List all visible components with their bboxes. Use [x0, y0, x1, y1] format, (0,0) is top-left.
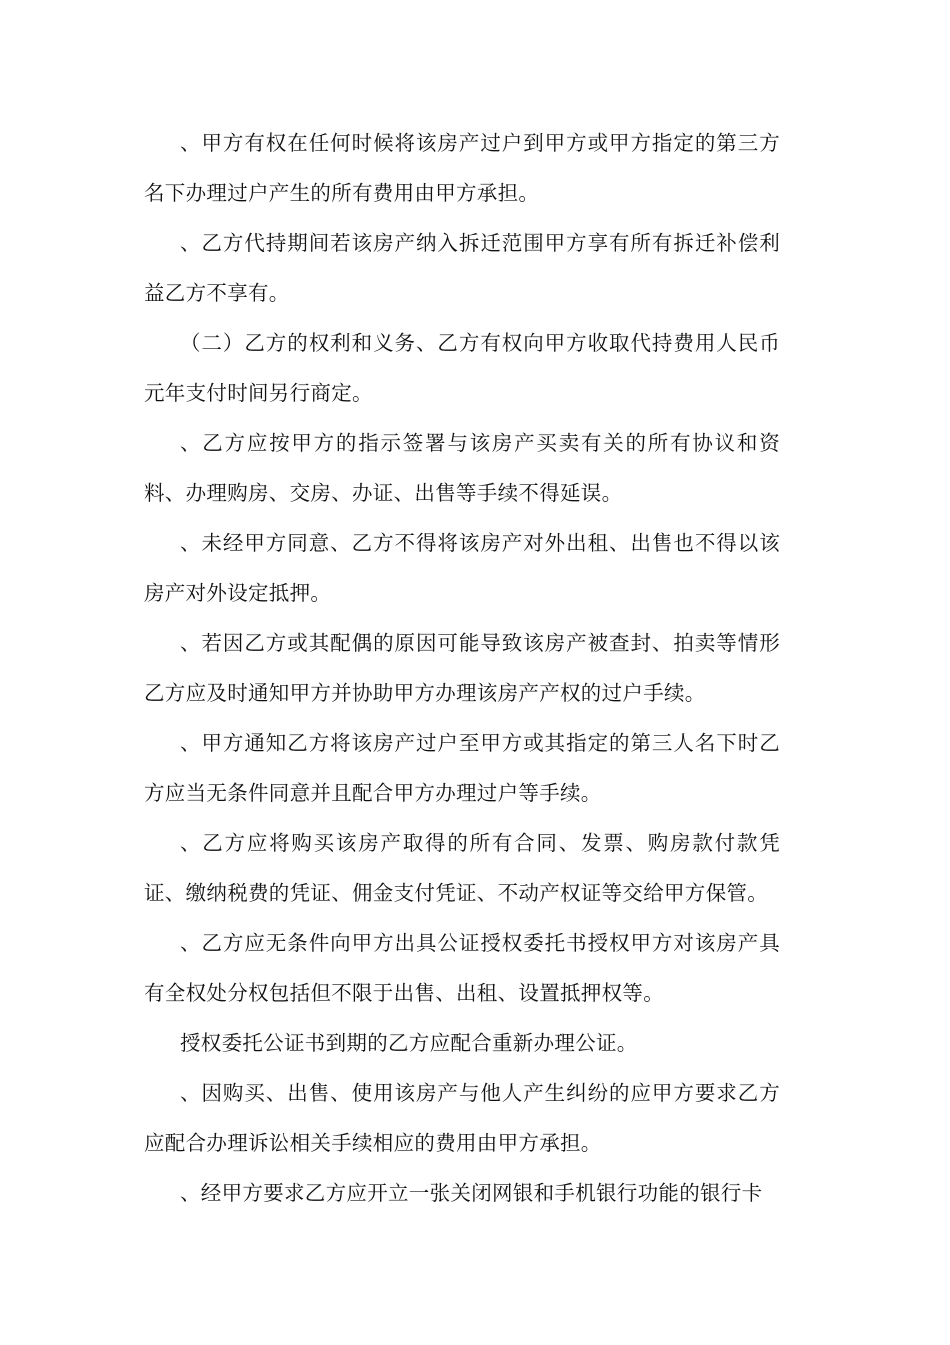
paragraph-hand-over-documents: 、乙方应将购买该房产取得的所有合同、发票、购房款付款凭证、缴纳税费的凭证、佣金支付凭证、不动产权证等交给甲方保管。: [144, 831, 780, 905]
paragraph-seizure-notice: 、若因乙方或其配偶的原因可能导致该房产被查封、拍卖等情形乙方应及时通知甲方并协助甲方办理该房产产权的过户手续。: [144, 631, 780, 705]
paragraph-dispute-litigation: 、因购买、出售、使用该房产与他人产生纠纷的应甲方要求乙方应配合办理诉讼相关手续相应的费用由甲方承担。: [144, 1081, 780, 1155]
paragraph-bank-card: 、经甲方要求乙方应开立一张关闭网银和手机银行功能的银行卡: [180, 1181, 763, 1205]
paragraph-party-b-rights: （二）乙方的权利和义务、乙方有权向甲方收取代持费用人民币元年支付时间另行商定。: [144, 331, 780, 405]
paragraph-renew-notarization: 授权委托公证书到期的乙方应配合重新办理公证。: [180, 1031, 638, 1055]
paragraph-demolition-compensation: 、乙方代持期间若该房产纳入拆迁范围甲方享有所有拆迁补偿利益乙方不享有。: [144, 231, 780, 305]
paragraph-no-lease-or-mortgage: 、未经甲方同意、乙方不得将该房产对外出租、出售也不得以该房产对外设定抵押。: [144, 531, 780, 605]
paragraph-transfer-right: 、甲方有权在任何时候将该房产过户到甲方或甲方指定的第三方名下办理过户产生的所有费用由甲方承担。: [144, 131, 780, 205]
paragraph-power-of-attorney: 、乙方应无条件向甲方出具公证授权委托书授权甲方对该房产具有全权处分权包括但不限于出售、出租、设置抵押权等。: [144, 931, 780, 1005]
paragraph-transfer-cooperation: 、甲方通知乙方将该房产过户至甲方或其指定的第三人名下时乙方应当无条件同意并且配合甲方办理过户等手续。: [144, 731, 780, 805]
paragraph-sign-documents: 、乙方应按甲方的指示签署与该房产买卖有关的所有协议和资料、办理购房、交房、办证、出售等手续不得延误。: [144, 431, 780, 505]
